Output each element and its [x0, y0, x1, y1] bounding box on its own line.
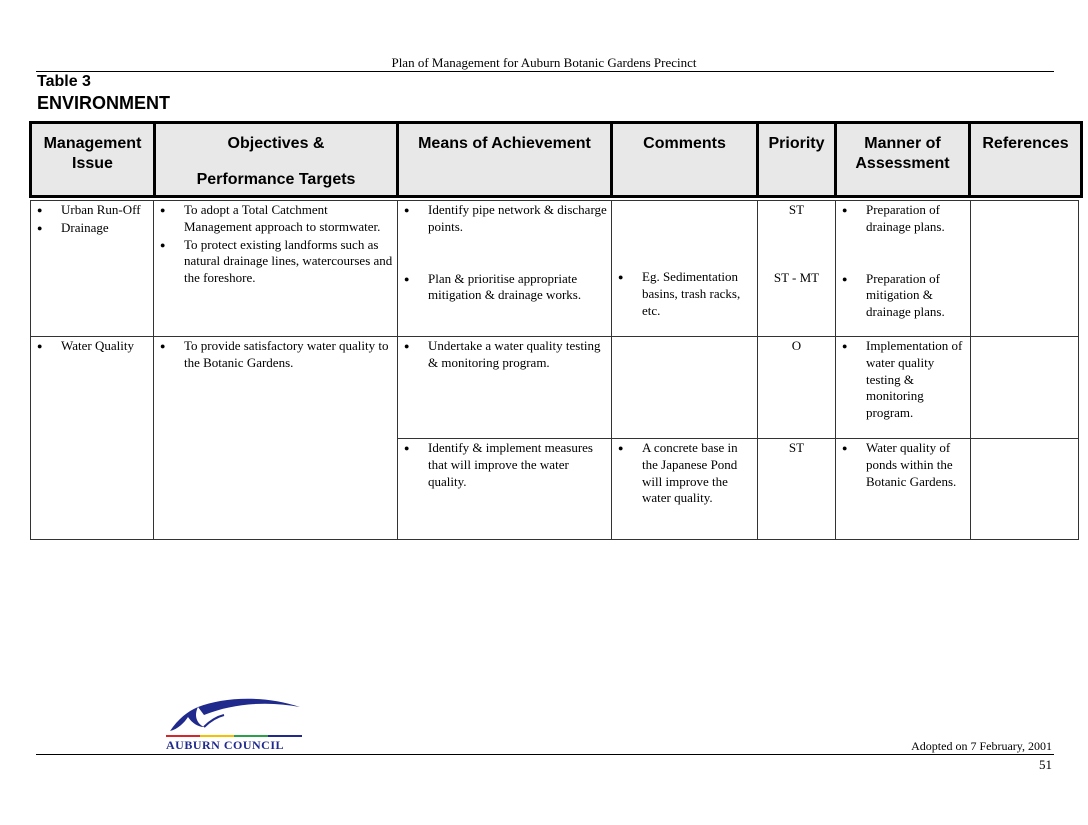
objectives-header-line2: Performance Targets [196, 171, 356, 188]
issue-cell [31, 201, 154, 337]
footer-rule [36, 754, 1054, 755]
comment-text: Eg. Sedimentation basins, trash racks, etc. [642, 269, 741, 318]
bullet-icon: ● [160, 205, 166, 215]
assessment-text: Preparation of drainage plans. [866, 202, 945, 234]
bullet-icon: ● [37, 205, 43, 215]
assessment-text: Preparation of mitigation & drainage plans. [866, 270, 945, 320]
priority-value: O [791, 338, 802, 353]
objective-text: To provide satisfactory water quality to the Botanic Gardens. [184, 338, 389, 370]
table-row [31, 201, 1079, 337]
means-text: Identify & implement measures that will improve the water quality. [428, 440, 593, 489]
assessment-text: Implementation of water quality testing & monitoring program. [866, 338, 963, 421]
assessment-cell [836, 201, 971, 337]
comments-cell [612, 439, 758, 540]
objectives-header-line1: Objectives & [227, 135, 325, 152]
priority-cell [758, 337, 836, 439]
bullet-icon: ● [404, 273, 410, 284]
header-rule [36, 71, 1054, 72]
bullet-icon: ● [842, 341, 848, 351]
section-title: ENVIRONMENT [37, 93, 171, 113]
priority-value: ST [788, 440, 805, 455]
issue-text: Drainage [61, 219, 109, 235]
priority-value: ST [788, 202, 805, 217]
column-header-references: References [970, 123, 1082, 197]
bullet-icon: ● [160, 341, 166, 351]
logo-text: AUBURN COUNCIL [166, 738, 285, 752]
bullet-icon: ● [404, 443, 410, 453]
bullet-icon: ● [404, 341, 410, 351]
adopted-date: Adopted on 7 February, 2001 [911, 739, 1052, 753]
issue-cell [31, 337, 154, 540]
column-header-objectives [155, 123, 398, 197]
bullet-icon: ● [842, 273, 848, 284]
environment-table [30, 200, 1079, 540]
priority-cell [758, 201, 836, 337]
column-header-comments: Comments [612, 123, 758, 197]
references-cell [971, 439, 1079, 540]
assessment-cell [836, 439, 971, 540]
bullet-icon: ● [37, 341, 43, 351]
assessment-text: Water quality of ponds within the Botanic Gardens. [866, 440, 957, 489]
comments-cell [612, 201, 758, 337]
bullet-icon: ● [160, 239, 166, 250]
objective-text: To adopt a Total Catchment Management approach to stormwater. [184, 202, 381, 234]
column-header-management-issue: Management Issue [31, 123, 155, 197]
references-cell [971, 337, 1079, 439]
objectives-cell [154, 201, 398, 337]
priority-cell [758, 439, 836, 540]
objectives-cell [154, 337, 398, 540]
means-cell [398, 201, 612, 337]
table-header [29, 121, 1083, 198]
means-cell [398, 439, 612, 540]
bullet-icon: ● [404, 205, 410, 215]
page-number: 51 [1039, 757, 1052, 772]
priority-value: ST - MT [773, 269, 820, 285]
bullet-icon: ● [842, 443, 848, 453]
means-text: Identify pipe network & discharge points. [428, 202, 607, 234]
table-label: Table 3 [37, 73, 91, 90]
bullet-icon: ● [842, 205, 848, 215]
column-header-assessment: Manner of Assessment [836, 123, 970, 197]
objective-text: To protect existing landforms such as natural drainage lines, watercourses and the foreshore. [184, 236, 393, 286]
bullet-icon: ● [618, 272, 624, 282]
references-cell [971, 201, 1079, 337]
issue-text: Urban Run-Off [61, 202, 141, 217]
means-text: Plan & prioritise appropriate mitigation & drainage works. [428, 270, 582, 303]
assessment-cell [836, 337, 971, 439]
bullet-icon: ● [37, 222, 43, 233]
means-text: Undertake a water quality testing & monitoring program. [428, 338, 601, 370]
issue-text: Water Quality [61, 338, 134, 353]
means-cell [398, 337, 612, 439]
bullet-icon: ● [618, 443, 624, 453]
table-row [31, 337, 1079, 439]
column-header-priority: Priority [758, 123, 836, 197]
running-header: Plan of Management for Auburn Botanic Gardens Precinct [391, 55, 697, 70]
column-header-means: Means of Achievement [398, 123, 612, 197]
comment-text: A concrete base in the Japanese Pond will improve the water quality. [642, 440, 738, 506]
comments-cell [612, 337, 758, 439]
